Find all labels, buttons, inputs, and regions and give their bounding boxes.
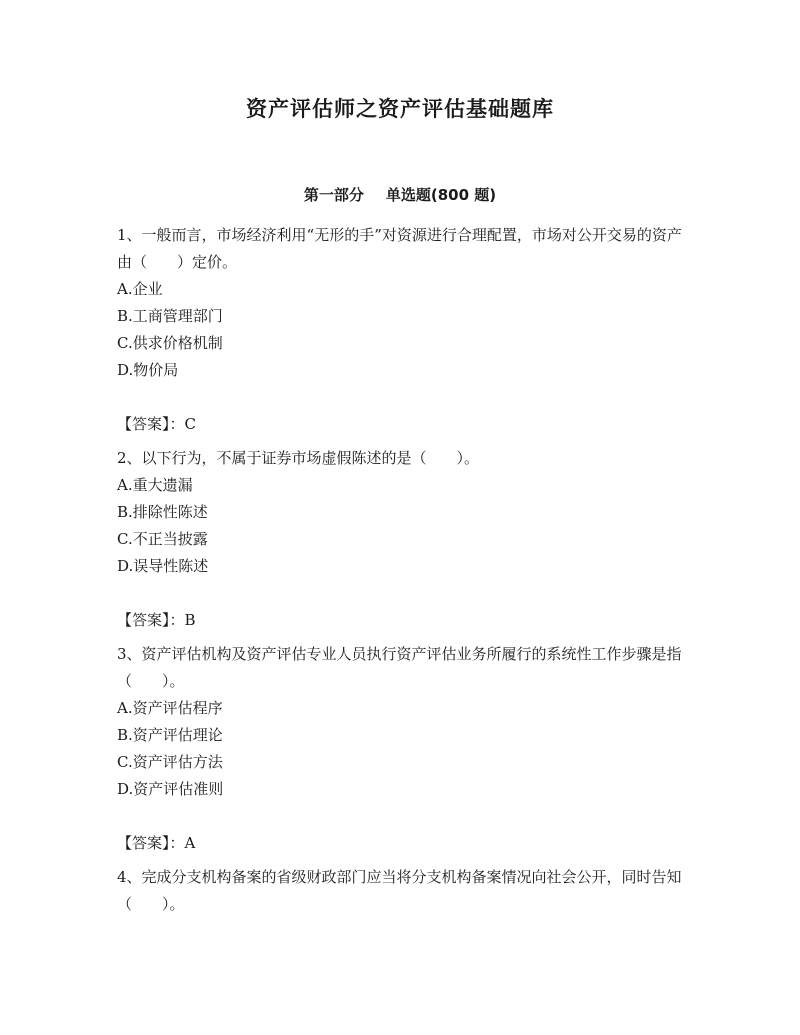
option-list: [117, 695, 687, 803]
option-c: C.不正当披露: [117, 530, 208, 548]
option-b: B.工商管理部门: [117, 307, 223, 325]
option-c: C.供求价格机制: [117, 334, 223, 352]
option-a: A.资产评估程序: [117, 699, 223, 717]
document-title: 资产评估师之资产评估基础题库: [246, 97, 554, 121]
section-name-label: 单选题(800 题): [385, 186, 497, 204]
option-a: A.企业: [117, 280, 163, 298]
question-item: [117, 864, 687, 918]
question-item: [117, 641, 687, 857]
option-d: D.误导性陈述: [117, 557, 209, 575]
option-b: B.资产评估理论: [117, 726, 223, 744]
option-list: [117, 276, 687, 384]
section-part-label: 第一部分: [303, 186, 364, 204]
question-item: [117, 445, 687, 634]
question-list: [117, 222, 687, 918]
option-list: [117, 472, 687, 580]
question-text: 1、一般而言，市场经济利用“无形的手”对资源进行合理配置，市场对公开交易的资产由（ ）定价。: [117, 226, 682, 271]
section-heading: [0, 184, 800, 205]
question-text: 2、以下行为，不属于证券市场虚假陈述的是（ ）。: [117, 449, 480, 467]
question-text: 3、资产评估机构及资产评估专业人员执行资产评估业务所履行的系统性工作步骤是指（ ）。: [117, 645, 682, 690]
answer-label: 【答案】：C: [117, 415, 196, 433]
question-item: [117, 222, 687, 438]
question-text: 4、完成分支机构备案的省级财政部门应当将分支机构备案情况向社会公开，同时告知（ ）。: [117, 868, 682, 913]
option-d: D.资产评估准则: [117, 780, 224, 798]
answer-label: 【答案】：A: [117, 834, 196, 852]
option-d: D.物价局: [117, 361, 179, 379]
option-a: A.重大遗漏: [117, 476, 193, 494]
answer-label: 【答案】：B: [117, 611, 196, 629]
option-b: B.排除性陈述: [117, 503, 208, 521]
option-c: C.资产评估方法: [117, 753, 223, 771]
